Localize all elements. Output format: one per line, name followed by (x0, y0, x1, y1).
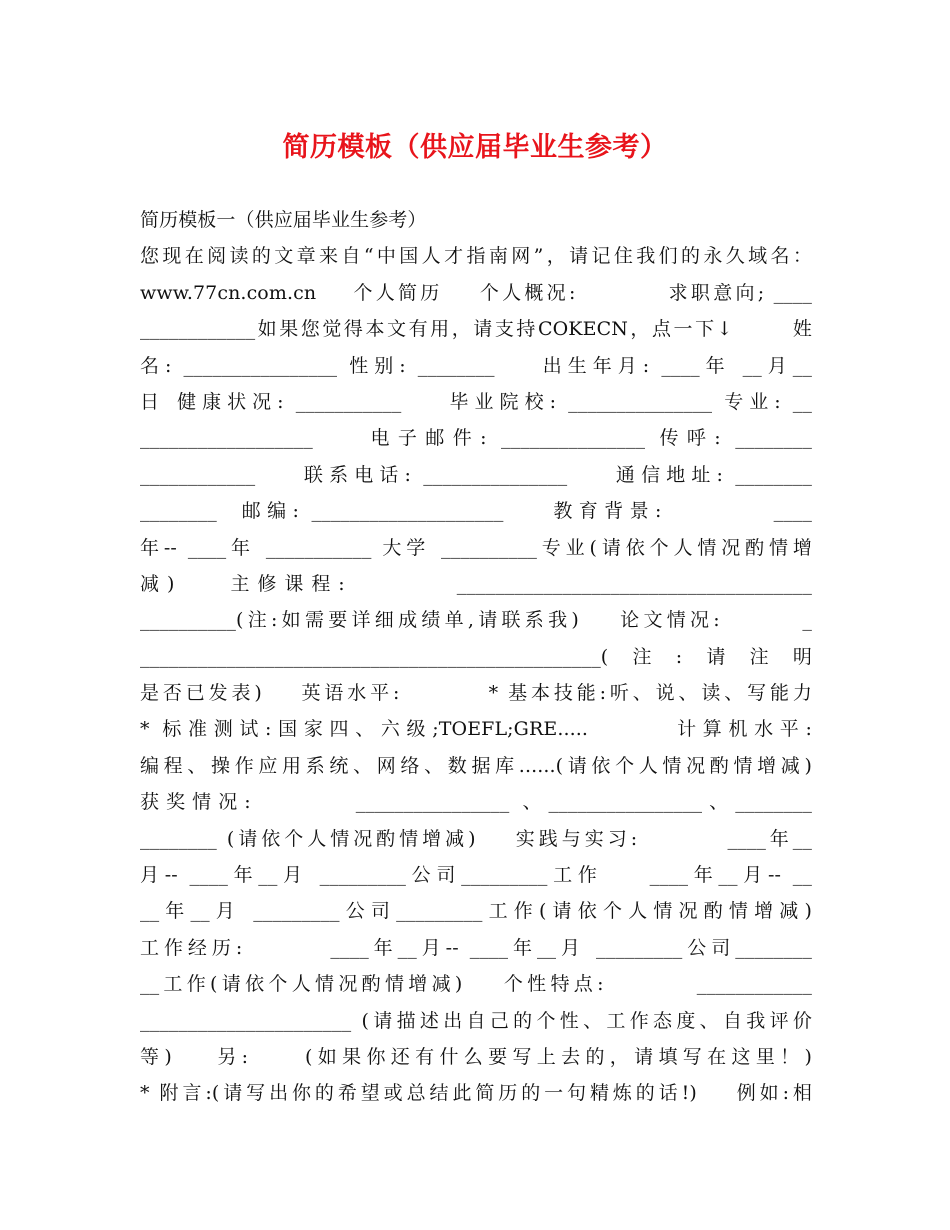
text-line: 月-- ____年__月 _________公司_________工作 ____年__月-- __ (140, 864, 812, 887)
text-line: 名: ________________ 性别: ________ 出生年月: ____年 __月__ (140, 354, 812, 377)
text-line: www.77cn.com.cn 个人简历 个人概况: 求职意向; ____ (140, 281, 812, 304)
text-line: __工作(请依个人情况酌情增减) 个性特点: ____________ (140, 973, 812, 996)
document-body (140, 202, 812, 1112)
page-title: 简历模板（供应届毕业生参考） (282, 132, 668, 163)
text-line: ____________ 联系电话: _______________ 通信地址: ________ (140, 463, 812, 486)
text-line: ________________________________________________(注:请注明 (140, 645, 812, 668)
text-line: __________(注:如需要详细成绩单,请联系我) 论文情况: _ (140, 609, 812, 632)
text-line: __年__月 _________公司_________工作(请依个人情况酌情增减) (140, 900, 812, 923)
text-line: 是否已发表) 英语水平: * 基本技能:听、说、读、写能力 (140, 682, 812, 705)
text-line: 编程、操作应用系统、网络、数据库......(请依个人情况酌情增减) (140, 754, 812, 777)
text-line: * 标准测试:国家四、六级;TOEFL;GRE..... 计算机水平: (140, 718, 812, 741)
text-line: * 附言:(请写出你的希望或总结此简历的一句精炼的话!) 例如:相 (140, 1082, 812, 1105)
text-line: ________ 邮编: ____________________ 教育背景: ____ (140, 500, 812, 523)
text-line: 等) 另: (如果你还有什么要写上去的，请填写在这里！) (140, 1045, 812, 1068)
text-line: 年-- ____年 ___________ 大学 __________专业(请依个人情况酌情增 (140, 536, 812, 559)
text-line: ______________________ (请描述出自己的个性、工作态度、自我评价 (140, 1009, 812, 1032)
text-line: 获奖情况: ________________ 、________________、________ (140, 791, 812, 814)
text-line: 减) 主修课程: _____________________________________ (140, 572, 812, 595)
text-line: 简历模板一（供应届毕业生参考） (140, 209, 427, 231)
text-line: 日 健康状况: ___________ 毕业院校: _______________ 专业: __ (140, 390, 812, 413)
text-line: 工作经历: ____年__月-- ____年__月 _________公司________ (140, 936, 812, 959)
text-line: ____________如果您觉得本文有用，请支持COKECN，点一下↓ 姓 (140, 318, 812, 341)
text-line: __________________ 电子邮件: _______________ 传呼: ________ (140, 427, 812, 450)
text-line: ________ (请依个人情况酌情增减) 实践与实习: ____年__ (140, 827, 812, 850)
text-line: 您现在阅读的文章来自“中国人才指南网”，请记住我们的永久域名： (140, 245, 812, 268)
